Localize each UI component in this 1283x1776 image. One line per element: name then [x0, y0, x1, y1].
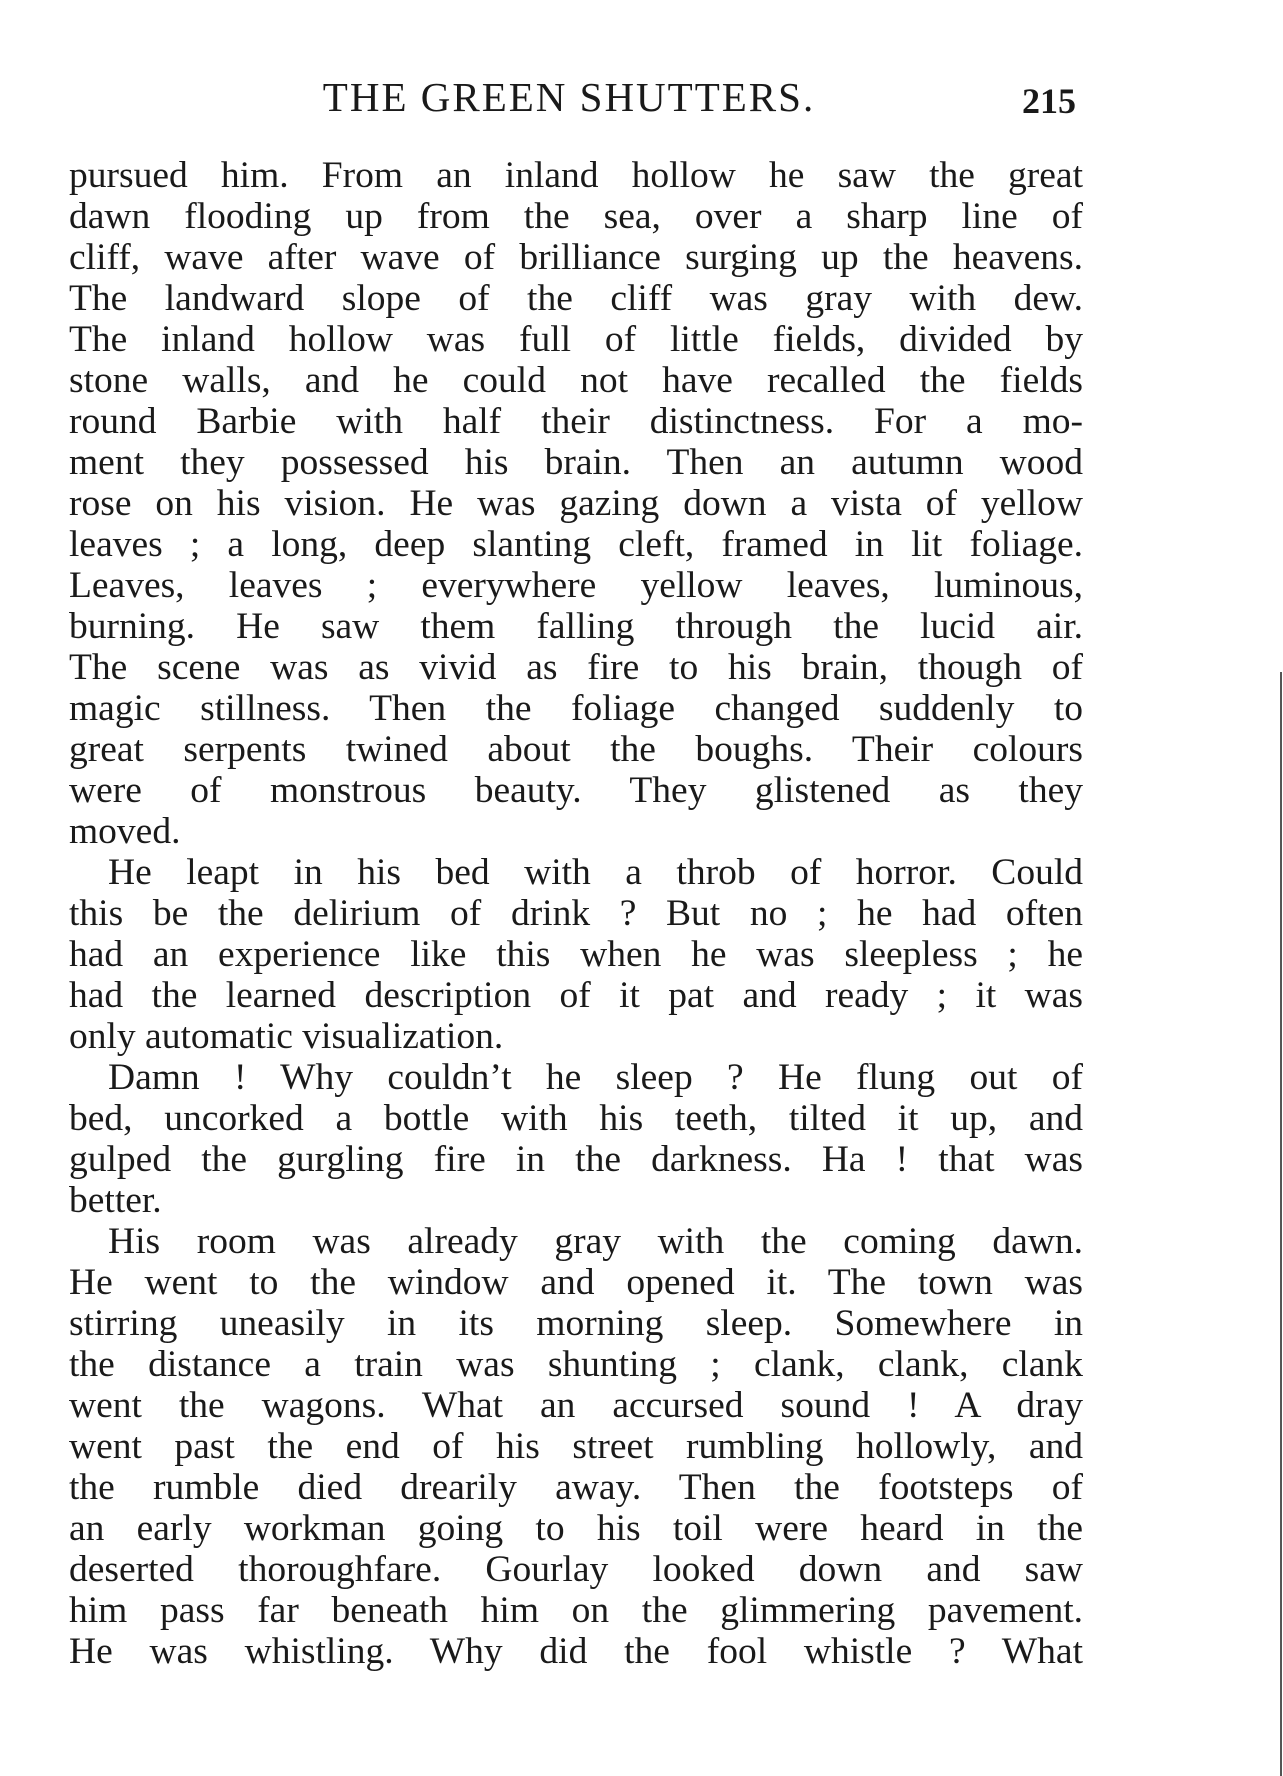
text-line: the rumble died drearily away. Then the footsteps of	[69, 1467, 1083, 1508]
paragraph-3	[69, 1057, 1083, 1221]
text-line: rose on his vision. He was gazing down a vista of yellow	[69, 483, 1083, 524]
page-number: 215	[1022, 81, 1076, 121]
text-line: cliff, wave after wave of brilliance surging up the heavens.	[69, 237, 1083, 278]
text-line: His room was already gray with the coming dawn.	[108, 1221, 1083, 1262]
text-line: had the learned description of it pat and ready ; it was	[69, 975, 1083, 1016]
text-line: burning. He saw them falling through the lucid air.	[69, 606, 1083, 647]
text-line: the distance a train was shunting ; clank, clank, clank	[69, 1344, 1083, 1385]
text-line: stirring uneasily in its morning sleep. Somewhere in	[69, 1303, 1083, 1344]
text-line: dawn flooding up from the sea, over a sharp line of	[69, 196, 1083, 237]
text-line: great serpents twined about the boughs. Their colours	[69, 729, 1083, 770]
text-line: gulped the gurgling fire in the darkness. Ha ! that was	[69, 1139, 1083, 1180]
text-line: He leapt in his bed with a throb of horror. Could	[108, 852, 1083, 893]
text-line: only automatic visualization.	[69, 1016, 504, 1057]
text-line: Damn ! Why couldn’t he sleep ? He flung out of	[108, 1057, 1083, 1098]
text-line: an early workman going to his toil were heard in the	[69, 1508, 1083, 1549]
text-line: pursued him. From an inland hollow he saw the great	[69, 155, 1083, 196]
text-line: better.	[69, 1180, 162, 1221]
text-line: The inland hollow was full of little fields, divided by	[69, 319, 1083, 360]
running-head	[62, 72, 1076, 122]
text-line: went past the end of his street rumbling hollowly, and	[69, 1426, 1083, 1467]
text-line: stone walls, and he could not have recalled the fields	[69, 360, 1083, 401]
text-line: round Barbie with half their distinctness. For a mo-	[69, 401, 1083, 442]
body-text	[69, 155, 1083, 1672]
text-line: went the wagons. What an accursed sound ! A dray	[69, 1385, 1083, 1426]
text-line: He went to the window and opened it. The town was	[69, 1262, 1083, 1303]
text-line: ment they possessed his brain. Then an autumn wood	[69, 442, 1083, 483]
paragraph-1	[69, 155, 1083, 852]
text-line: leaves ; a long, deep slanting cleft, framed in lit foliage.	[69, 524, 1083, 565]
text-line: bed, uncorked a bottle with his teeth, tilted it up, and	[69, 1098, 1083, 1139]
text-line: The scene was as vivid as fire to his brain, though of	[69, 647, 1083, 688]
text-line: The landward slope of the cliff was gray with dew.	[69, 278, 1083, 319]
text-line: He was whistling. Why did the fool whistle ? What	[69, 1631, 1083, 1672]
scan-edge-line	[1280, 672, 1282, 1776]
text-line: moved.	[69, 811, 181, 852]
text-line: were of monstrous beauty. They glistened as they	[69, 770, 1083, 811]
text-line: Leaves, leaves ; everywhere yellow leaves, luminous,	[69, 565, 1083, 606]
text-line: had an experience like this when he was sleepless ; he	[69, 934, 1083, 975]
text-line: deserted thoroughfare. Gourlay looked down and saw	[69, 1549, 1083, 1590]
running-title: THE GREEN SHUTTERS.	[322, 74, 816, 120]
text-line: this be the delirium of drink ? But no ; he had often	[69, 893, 1083, 934]
text-line: magic stillness. Then the foliage changed suddenly to	[69, 688, 1083, 729]
paragraph-4	[69, 1221, 1083, 1672]
paragraph-2	[69, 852, 1083, 1057]
text-line: him pass far beneath him on the glimmering pavement.	[69, 1590, 1083, 1631]
